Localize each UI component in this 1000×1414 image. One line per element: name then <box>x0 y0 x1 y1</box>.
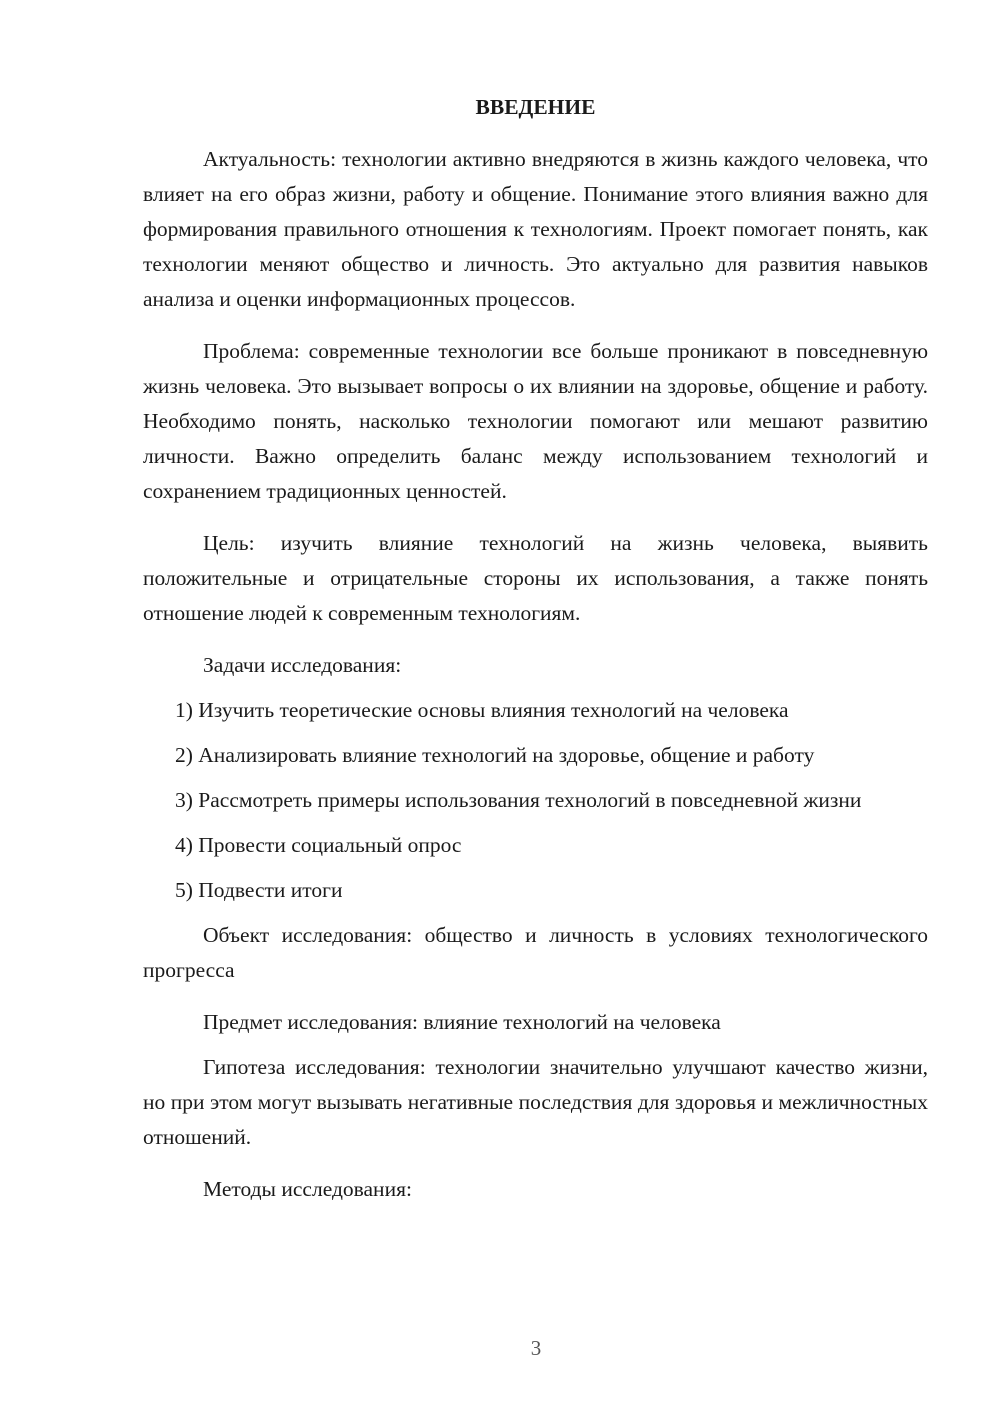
methods-heading: Методы исследования: <box>203 1177 412 1201</box>
list-item: 5) Подвести итоги <box>175 878 343 902</box>
list-item: 4) Провести социальный опрос <box>175 833 462 857</box>
page-title: ВВЕДЕНИЕ <box>475 95 596 119</box>
research-subject-paragraph: Предмет исследования: влияние технологий на человека <box>203 1010 721 1034</box>
relevance-paragraph: Актуальность: технологии активно внедряются в жизнь каждого человека, что влияет на его образ жизни, работу и общение. Понимание этого влияния важно для формирования правильного отношения к технологиям. Проект помогает понять, как технологии меняют общество и личность. Это актуально для развития навыков анализа и оценки информационных процессов. <box>143 147 928 311</box>
list-item: 2) Анализировать влияние технологий на здоровье, общение и работу <box>175 743 815 767</box>
goal-paragraph: Цель: изучить влияние технологий на жизнь человека, выявить положительные и отрицательные стороны их использования, а также понять отношение людей к современным технологиям. <box>143 531 928 625</box>
tasks-heading: Задачи исследования: <box>203 653 402 677</box>
list-item: 3) Рассмотреть примеры использования технологий в повседневной жизни <box>175 788 862 812</box>
problem-paragraph: Проблема: современные технологии все больше проникают в повседневную жизнь человека. Это вызывает вопросы о их влиянии на здоровье, общение и работу. Необходимо понять, насколько технологии помогают или мешают развитию личности. Важно определить баланс между использованием технологий и сохранением традиционных ценностей. <box>143 339 928 503</box>
tasks-list <box>143 693 928 908</box>
research-object-paragraph: Объект исследования: общество и личность в условиях технологического прогресса <box>143 923 928 982</box>
document-page <box>143 92 928 1217</box>
hypothesis-paragraph: Гипотеза исследования: технологии значительно улучшают качество жизни, но при этом могут вызывать негативные последствия для здоровья и межличностных отношений. <box>143 1055 928 1149</box>
list-item: 1) Изучить теоретические основы влияния технологий на человека <box>175 698 789 722</box>
page-number: 3 <box>530 1336 542 1360</box>
